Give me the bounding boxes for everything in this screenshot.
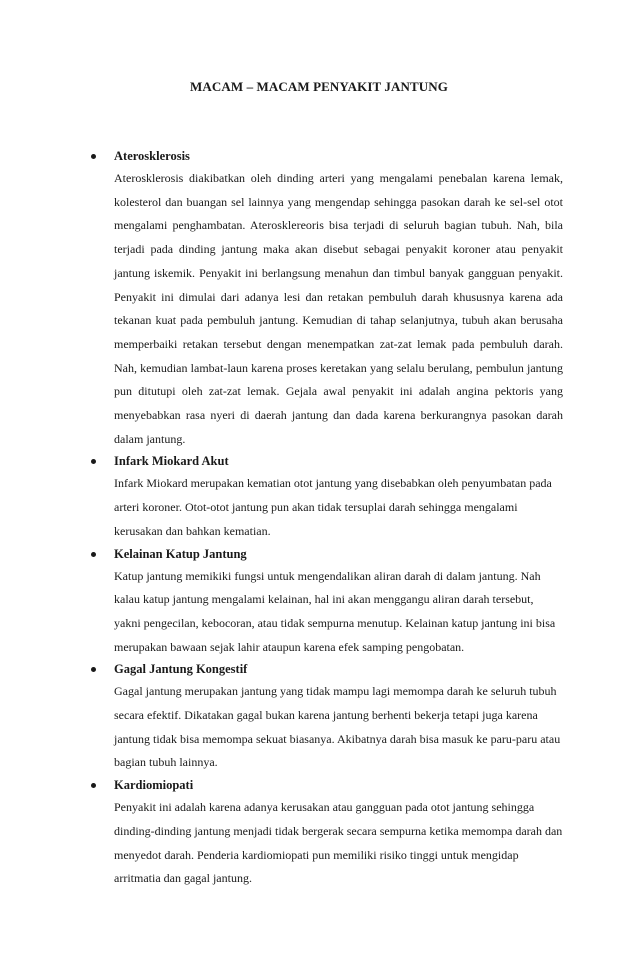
list-item-gagal-jantung-kongestif (0, 659, 638, 775)
bullet-icon (91, 667, 96, 672)
bullet-icon (91, 552, 96, 557)
page-title: MACAM – MACAM PENYAKIT JANTUNG (190, 79, 448, 94)
section-heading: Aterosklerosis (114, 149, 190, 163)
list-item-kardiomiopati (0, 775, 638, 891)
section-body: Aterosklerosis diakibatkan oleh dinding arteri yang mengalami penebalan karena lemak, kolesterol dan buangan sel lainnya yang mengendap sehingga pasokan darah ke sel-sel otot mengalami penghambatan. Aterosklereoris bisa terjadi di seluruh bagian tubuh. Nah, bila terjadi pada dinding jantung maka akan disebut sebagai penyakit koroner atau penyakit jantung iskemik. Penyakit ini berlangsung menahun dan timbul banyak gangguan penyakit. Penyakit ini dimulai dari adanya lesi dan retakan pembuluh darah khususnya karena ada tekanan kuat pada pembuluh jantung. Kemudian di tahap selanjutnya, tubuh akan berusaha memperbaiki retakan tersebut dengan menempatkan zat-zat lemak pada pembuluh darah. Nah, kemudian lambat-laun karena proses keretakan yang selalu berulang, pembulun jantung pun ditutupi oleh zat-zat lemak. Gejala awal penyakit ini adalah angina pektoris yang menyebabkan rasa nyeri di daerah jantung dan dada karena berkurangnya pasokan darah dalam jantung. (114, 171, 563, 446)
list-item-kelainan-katup-jantung (0, 544, 638, 660)
section-heading: Kardiomiopati (114, 778, 194, 793)
section-heading: Kelainan Katup Jantung (114, 546, 247, 561)
bullet-icon (91, 459, 96, 464)
section-body: Penyakit ini adalah karena adanya kerusakan atau gangguan pada otot jantung sehingga dinding-dinding jantung menjadi tidak bergerak secara sempurna ketika memompa darah dan menyedot darah. Penderia kardiomiopati pun memiliki risiko tinggi untuk mengidap arritmatia dan gagal jantung. (114, 800, 563, 886)
bullet-icon (91, 154, 96, 159)
disease-list (0, 146, 638, 891)
section-body: Gagal jantung merupakan jantung yang tidak mampu lagi memompa darah ke seluruh tubuh secara efektif. Dikatakan gagal bukan karena jantung berhenti bekerja tetapi juga karena jantung tidak bisa memompa sekuat biasanya. Akibatnya darah bisa masuk ke paru-paru atau bagian tubuh lainnya. (114, 684, 561, 770)
section-heading: Gagal Jantung Kongestif (114, 662, 248, 677)
list-item-aterosklerosis (0, 146, 638, 451)
section-body: Katup jantung memikiki fungsi untuk mengendalikan aliran darah di dalam jantung. Nah kalau katup jantung mengalami kelainan, hal ini akan menggangu aliran darah tersebut, yakni pengecilan, kebocoran, atau tidak sempurna menutup. Kelainan katup jantung ini bisa merupakan bawaan sejak lahir ataupun karena efek samping pengobatan. (114, 568, 556, 654)
bullet-icon (91, 783, 96, 788)
section-body: Infark Miokard merupakan kematian otot jantung yang disebabkan oleh penyumbatan pada arteri koroner. Otot-otot jantung pun akan tidak tersuplai darah sehingga mengalami kerusakan dan bahkan kematian. (114, 476, 552, 538)
list-item-infark-miokard-akut (0, 451, 638, 543)
section-heading: Infark Miokard Akut (114, 454, 229, 469)
